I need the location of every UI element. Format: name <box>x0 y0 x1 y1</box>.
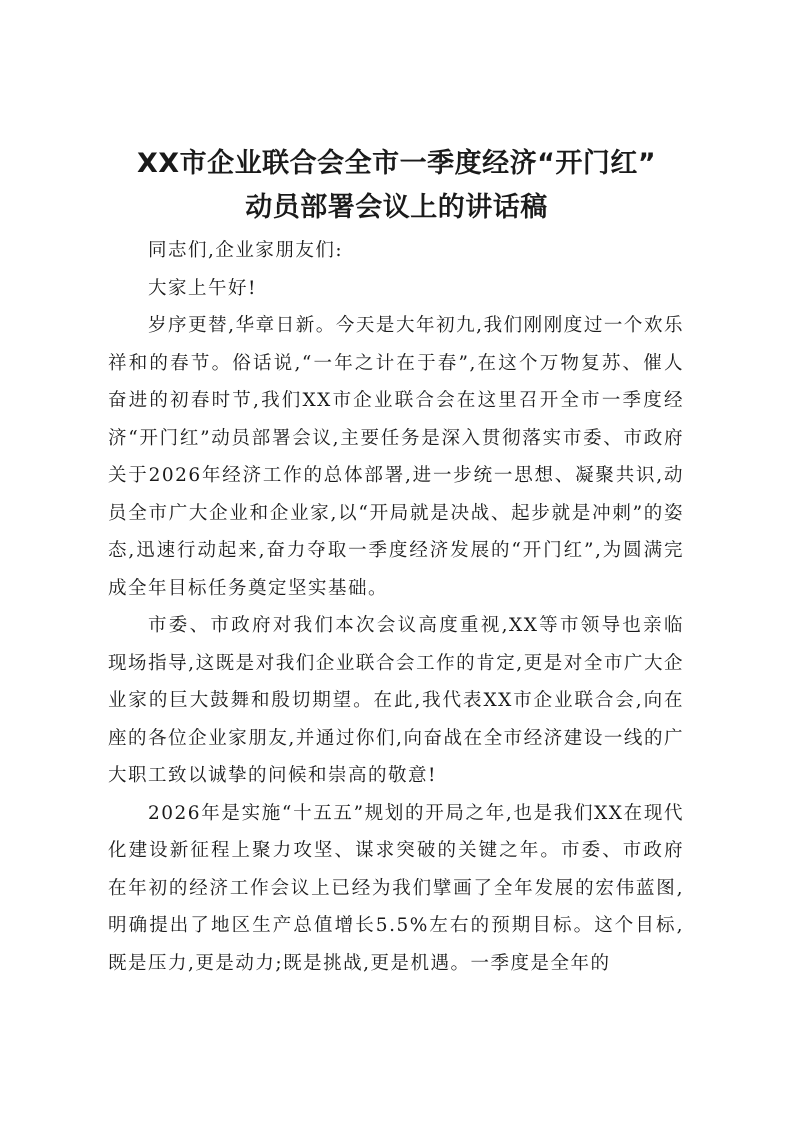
greeting: 大家上午好! <box>148 277 257 299</box>
document-title-line-1: XX市企业联合会全市一季度经济“开门红” <box>136 148 657 179</box>
document-body <box>108 232 684 982</box>
body-paragraph: 2026年是实施“十五五”规划的开局之年,也是我们XX在现代化建设新征程上聚力攻坚、谋求突破的关键之年。市委、市政府在年初的经济工作会议上已经为我们擘画了全年发展的宏伟蓝图,明确提出了地区生产总值增长5.5%左右的预期目标。这个目标,既是压力,更是动力;既是挑战,更是机遇。一季度是全年的 <box>108 802 684 974</box>
salutation: 同志们,企业家朋友们: <box>148 240 344 261</box>
body-paragraph: 市委、市政府对我们本次会议高度重视,XX等市领导也亲临现场指导,这既是对我们企业联合会工作的肯定,更是对全市广大企业家的巨大鼓舞和殷切期望。在此,我代表XX市企业联合会,向在座的各位企业家朋友,并通过你们,向奋战在全市经济建设一线的广大职工致以诚挚的问候和崇高的敬意! <box>108 615 684 786</box>
document-title-line-2: 动员部署会议上的讲话稿 <box>245 192 548 223</box>
body-paragraph: 岁序更替,华章日新。今天是大年初九,我们刚刚度过一个欢乐祥和的春节。俗话说,“一年之计在于春”,在这个万物复苏、催人奋进的初春时节,我们XX市企业联合会在这里召开全市一季度经济“开门红”动员部署会议,主要任务是深入贯彻落实市委、市政府关于2026年经济工作的总体部署,进一步统一思想、凝聚共识,动员全市广大企业和企业家,以“开局就是决战、起步就是冲刺”的姿态,迅速行动起来,奋力夺取一季度经济发展的“开门红”,为圆满完成全年目标任务奠定坚实基础。 <box>108 315 684 599</box>
